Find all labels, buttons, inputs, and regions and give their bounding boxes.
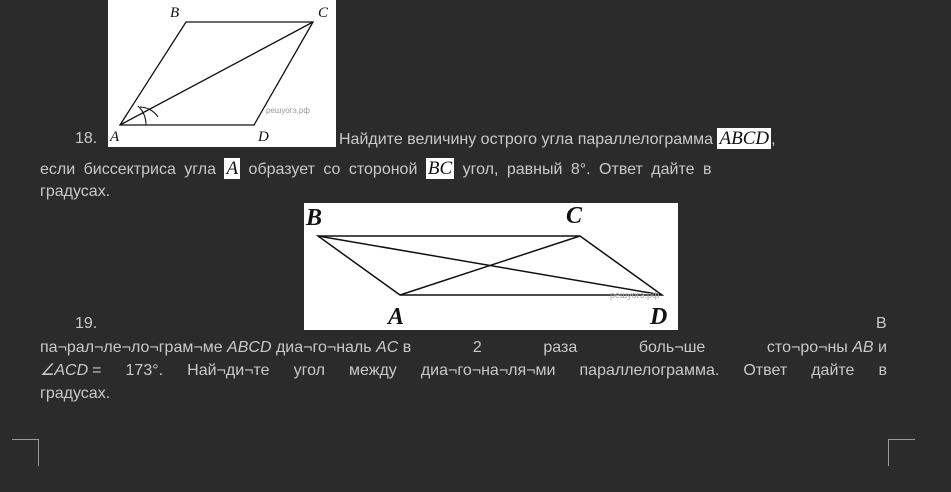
- problem18-number: 18.: [75, 130, 98, 147]
- angle-arc-outer: [138, 106, 146, 125]
- w3: в: [402, 339, 412, 356]
- w7: сто¬ро¬ны: [766, 339, 848, 356]
- label-d-2: D: [650, 304, 668, 330]
- watermark-2: решуогэ.рф: [610, 290, 660, 300]
- w6: боль¬ше: [638, 339, 706, 356]
- ac-italic: AC: [376, 339, 399, 356]
- label-b: B: [170, 5, 180, 21]
- problem18-text-d: угол, равный 8°. Ответ дайте в: [462, 161, 712, 178]
- problem19-number: 19.: [75, 315, 98, 332]
- diagonal-ac: [400, 236, 580, 295]
- w5: раза: [543, 339, 578, 356]
- w10: градусах.: [40, 385, 111, 402]
- problem19-line4: [40, 385, 110, 403]
- ab-italic: AB: [852, 339, 874, 356]
- figure-parallelogram-bisector: [108, 0, 336, 147]
- problem19-trail: [876, 315, 887, 333]
- watermark: решуогэ.рф: [266, 106, 310, 115]
- w2: диа¬го¬наль: [275, 339, 372, 356]
- problem19-line2: [40, 339, 887, 357]
- problem19-trail-word: В: [876, 315, 887, 332]
- w4: 2: [472, 339, 482, 356]
- problem18-line2: [40, 160, 711, 179]
- label-c-2: C: [566, 203, 583, 229]
- label-a-2: A: [388, 304, 405, 330]
- label-c: C: [318, 5, 329, 21]
- w8: и: [878, 339, 887, 356]
- problem18-text-c: образует со стороной: [248, 161, 418, 178]
- math-a: A: [226, 158, 239, 179]
- problem18-line1-text: [339, 130, 776, 149]
- problem18-text-b: если биссектриса угла: [40, 161, 217, 178]
- label-d: D: [258, 129, 269, 145]
- w1: па¬рал¬ле¬ло¬грам¬ме: [40, 339, 223, 356]
- problem19-number-line: [75, 315, 97, 333]
- figure2-svg: [304, 203, 678, 330]
- math-bc: BC: [427, 158, 453, 179]
- comma: ,: [771, 131, 776, 148]
- label-a: A: [110, 129, 120, 145]
- figure1-svg: [108, 0, 336, 147]
- w9: = 173°. Най¬ди¬те угол между диа¬го¬на¬ля¬ми параллелограмма. Ответ дайте в: [92, 362, 887, 379]
- problem18-text-e: градусах.: [40, 183, 111, 200]
- problem18-line1: [75, 130, 97, 148]
- label-b-2: B: [306, 205, 323, 231]
- angle-acd: ∠ACD: [40, 362, 89, 379]
- page-corner-left: [12, 439, 39, 466]
- problem18-line3: [40, 183, 110, 201]
- math-abcd: ABCD: [719, 128, 770, 149]
- abcd-italic: ABCD: [227, 339, 272, 356]
- page-corner-right: [888, 439, 915, 466]
- problem18-text-a: Найдите величину острого угла параллелограмма: [339, 131, 714, 148]
- problem19-line3: [40, 362, 887, 380]
- figure-parallelogram-diagonals: [304, 203, 678, 330]
